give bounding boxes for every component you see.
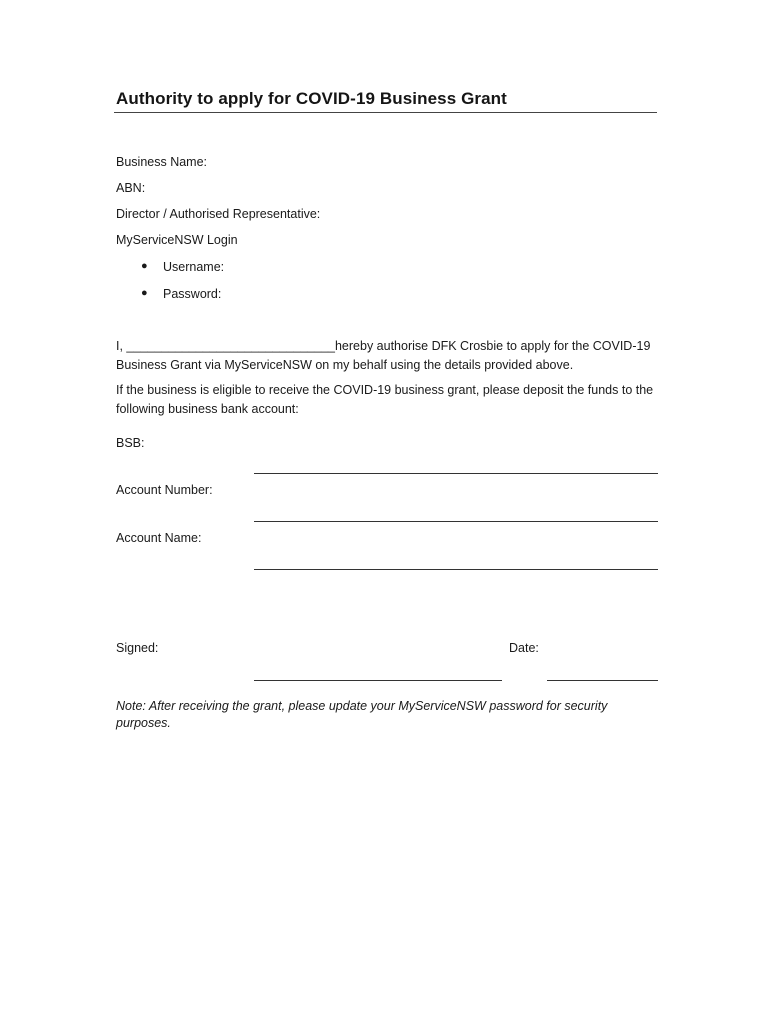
bullet-icon: ● [141, 287, 148, 299]
bullet-icon: ● [141, 260, 148, 272]
account-name-line [254, 569, 658, 570]
bsb-label: BSB: [116, 436, 145, 450]
title-underline [114, 112, 657, 113]
business-name-label: Business Name: [116, 155, 208, 169]
abn-label: ABN: [116, 181, 146, 195]
authorisation-paragraph: I, ______________________________hereby authorise DFK Crosbie to apply for the COVID-19 Business Grant via MyServiceNSW on my behalf using the details provided above. [116, 339, 651, 372]
account-number-label: Account Number: [116, 483, 213, 497]
myservicensw-login-label: MyServiceNSW Login [116, 233, 238, 247]
bsb-line [254, 473, 658, 474]
username-label: Username: [163, 260, 225, 274]
eligibility-paragraph: If the business is eligible to receive the COVID-19 business grant, please deposit the funds to the following business bank account: [116, 383, 654, 416]
security-note: Note: After receiving the grant, please update your MyServiceNSW password for security purposes. [116, 699, 608, 730]
signature-line [254, 680, 502, 681]
document-title: Authority to apply for COVID-19 Business Grant [116, 89, 507, 108]
password-label: Password: [163, 287, 222, 301]
account-name-label: Account Name: [116, 531, 202, 545]
date-line [547, 680, 658, 681]
signed-label: Signed: [116, 641, 159, 655]
date-label: Date: [509, 641, 539, 655]
director-label: Director / Authorised Representative: [116, 207, 321, 221]
account-number-line [254, 521, 658, 522]
